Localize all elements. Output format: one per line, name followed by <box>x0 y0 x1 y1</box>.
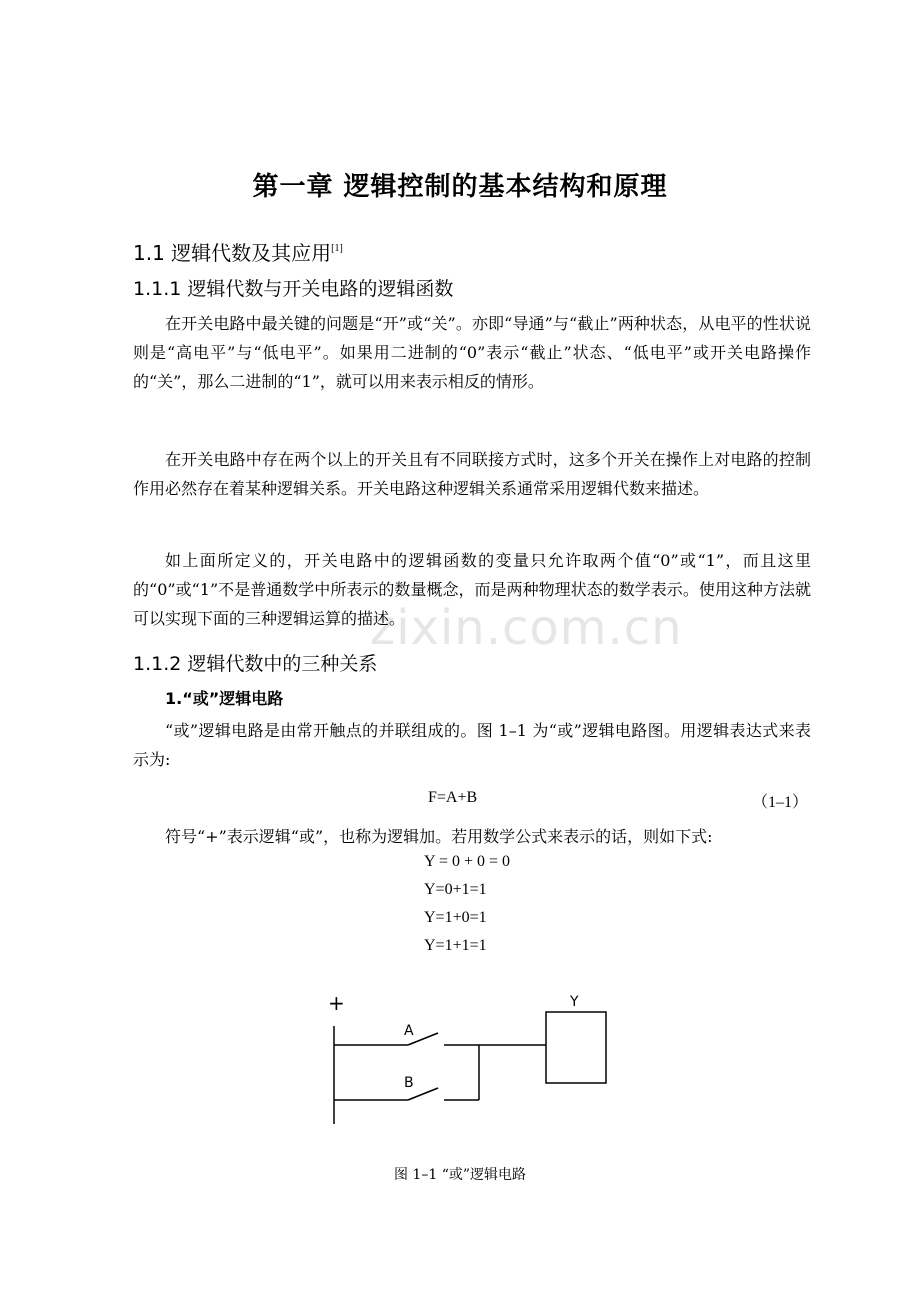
paragraph-1: 在开关电路中最关键的问题是“开”或“关”。亦即“导通”与“截止”两种状态，从电平的性状说则是“高电平”与“低电平”。如果用二进制的“0”表示“截止”状态、“低电平”或开关电路操作的“关”，那么二进制的“1”，就可以用来表示相反的情形。 <box>133 314 811 391</box>
subsection-heading-2: 1.1.2 逻辑代数中的三种关系 <box>133 653 378 675</box>
chapter-title: 第一章 逻辑控制的基本结构和原理 <box>252 172 668 202</box>
equation: F=A+B <box>428 789 478 806</box>
or-circuit-diagram <box>320 990 620 1130</box>
equation-number: （1–1） <box>752 794 809 811</box>
citation-ref[interactable]: [1] <box>331 243 343 254</box>
section-heading <box>133 237 343 266</box>
item-heading: 1.“或”逻辑电路 <box>165 689 284 708</box>
watermark: zixin.com.cn <box>370 600 683 656</box>
output-label: Y <box>570 994 579 1010</box>
or-paragraph: “或”逻辑电路是由常开触点的并联组成的。图 1–1 为“或”逻辑电路图。用逻辑表达式来表示为: <box>133 721 811 769</box>
or-table-row: Y=1+0=1 <box>424 909 487 926</box>
section-title: 1.1 逻辑代数及其应用 <box>133 241 332 265</box>
switch-a-label: A <box>404 1023 414 1039</box>
paragraph-2: 在开关电路中存在两个以上的开关且有不同联接方式时，这多个开关在操作上对电路的控制作用必然存在着某种逻辑关系。开关电路这种逻辑关系通常采用逻辑代数来描述。 <box>133 450 811 498</box>
plus-label: + <box>328 991 345 1015</box>
switch-b-label: B <box>404 1075 414 1091</box>
subsection-heading-1: 1.1.1 逻辑代数与开关电路的逻辑函数 <box>133 278 454 300</box>
or-table-row: Y=0+1=1 <box>424 881 487 898</box>
or-symbol-paragraph: 符号“+”表示逻辑“或”，也称为逻辑加。若用数学公式来表示的话，则如下式: <box>165 827 713 846</box>
or-table-row: Y=1+1=1 <box>424 937 487 954</box>
paragraph-3: 如上面所定义的，开关电路中的逻辑函数的变量只允许取两个值“0”或“1”，而且这里的“0”或“1”不是普通数学中所表示的数量概念，而是两种物理状态的数学表示。使用这种方法就可以实现下面的三种逻辑运算的描述。 <box>133 551 811 628</box>
or-table-row: Y = 0 + 0 = 0 <box>424 853 511 870</box>
figure-caption: 图 1–1 “或”逻辑电路 <box>393 1167 527 1183</box>
output-load-box <box>546 1012 606 1083</box>
